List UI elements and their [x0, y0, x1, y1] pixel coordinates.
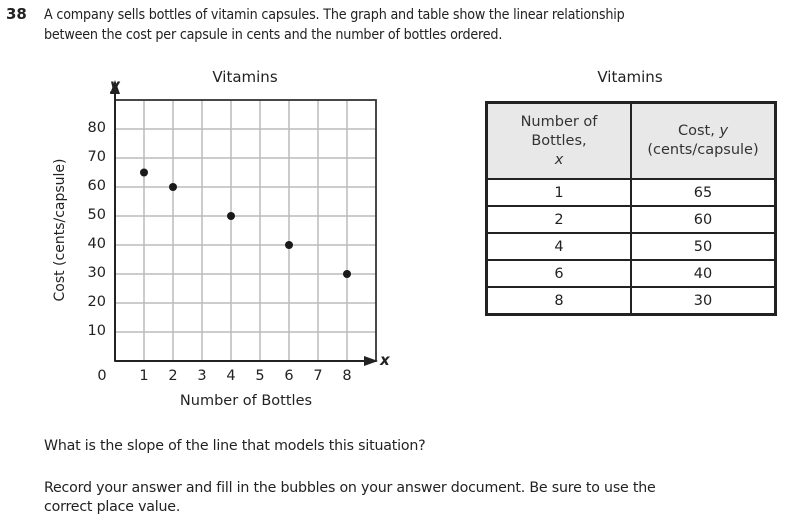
data-point [140, 169, 148, 177]
cell-y: 60 [631, 206, 776, 233]
cell-y: 30 [631, 287, 776, 315]
data-table [485, 101, 777, 316]
question-number: 38 [6, 5, 27, 23]
instructions-line-1: Record your answer and fill in the bubbles on your answer document. Be sure to use the [44, 480, 656, 496]
data-point [343, 270, 351, 278]
x-tick-label: 8 [342, 368, 352, 384]
graph-title: Vitamins [212, 68, 278, 86]
header-bottles [487, 103, 632, 180]
x-axis-label: Number of Bottles [179, 393, 313, 409]
header-text: Number of [520, 113, 598, 130]
header-text: Cost, [677, 123, 720, 139]
answer-instructions [44, 479, 656, 517]
y-tick-label: 80 [87, 120, 106, 136]
cell-y: 50 [631, 233, 776, 260]
y-tick-label: 50 [87, 207, 106, 223]
table-row [487, 179, 776, 206]
table-row [487, 233, 776, 260]
cell-x: 2 [487, 206, 632, 233]
question-prompt: What is the slope of the line that models this situation? [44, 438, 426, 454]
cell-x: 4 [487, 233, 632, 260]
plot-border [115, 100, 376, 361]
stem-line-2: between the cost per capsule in cents and the number of bottles ordered. [44, 27, 503, 43]
y-tick-label: 40 [87, 236, 106, 252]
x-tick-label: 7 [313, 368, 323, 384]
x-axis-name: x [380, 351, 390, 369]
data-point [227, 212, 235, 220]
data-points [140, 169, 351, 279]
x-tick-label: 6 [284, 368, 294, 384]
y-tick-label: 20 [87, 294, 106, 310]
header-var: x [554, 151, 564, 168]
y-tick-label: 60 [87, 178, 106, 194]
cell-y: 40 [631, 260, 776, 287]
y-tick-label: 10 [87, 323, 106, 339]
data-point [169, 183, 177, 191]
y-axis-label: Cost (cents/capsule) [52, 158, 68, 302]
x-tick-label: 4 [226, 368, 236, 384]
grid [115, 100, 376, 361]
header-cost [631, 103, 776, 180]
table-row [487, 206, 776, 233]
y-axis-name: y [110, 76, 120, 94]
x-tick-label: 5 [255, 368, 265, 384]
stem-line-1: A company sells bottles of vitamin capsules. The graph and table show the linear relationship [44, 7, 625, 23]
cell-y: 65 [631, 179, 776, 206]
origin-label: 0 [97, 368, 107, 384]
x-tick-label: 1 [139, 368, 149, 384]
y-tick-label: 70 [87, 149, 106, 165]
cell-x: 1 [487, 179, 632, 206]
x-tick-label: 3 [197, 368, 207, 384]
instructions-line-2: correct place value. [44, 499, 181, 515]
table-title: Vitamins [597, 68, 663, 86]
header-text: (cents/capsule) [647, 142, 759, 158]
header-var: y [719, 123, 729, 139]
data-point [285, 241, 293, 249]
y-tick-label: 30 [87, 265, 106, 281]
table-row [487, 287, 776, 315]
cell-x: 6 [487, 260, 632, 287]
x-tick-label: 2 [168, 368, 178, 384]
table-row [487, 260, 776, 287]
cell-x: 8 [487, 287, 632, 315]
header-text: Bottles, [531, 132, 587, 149]
